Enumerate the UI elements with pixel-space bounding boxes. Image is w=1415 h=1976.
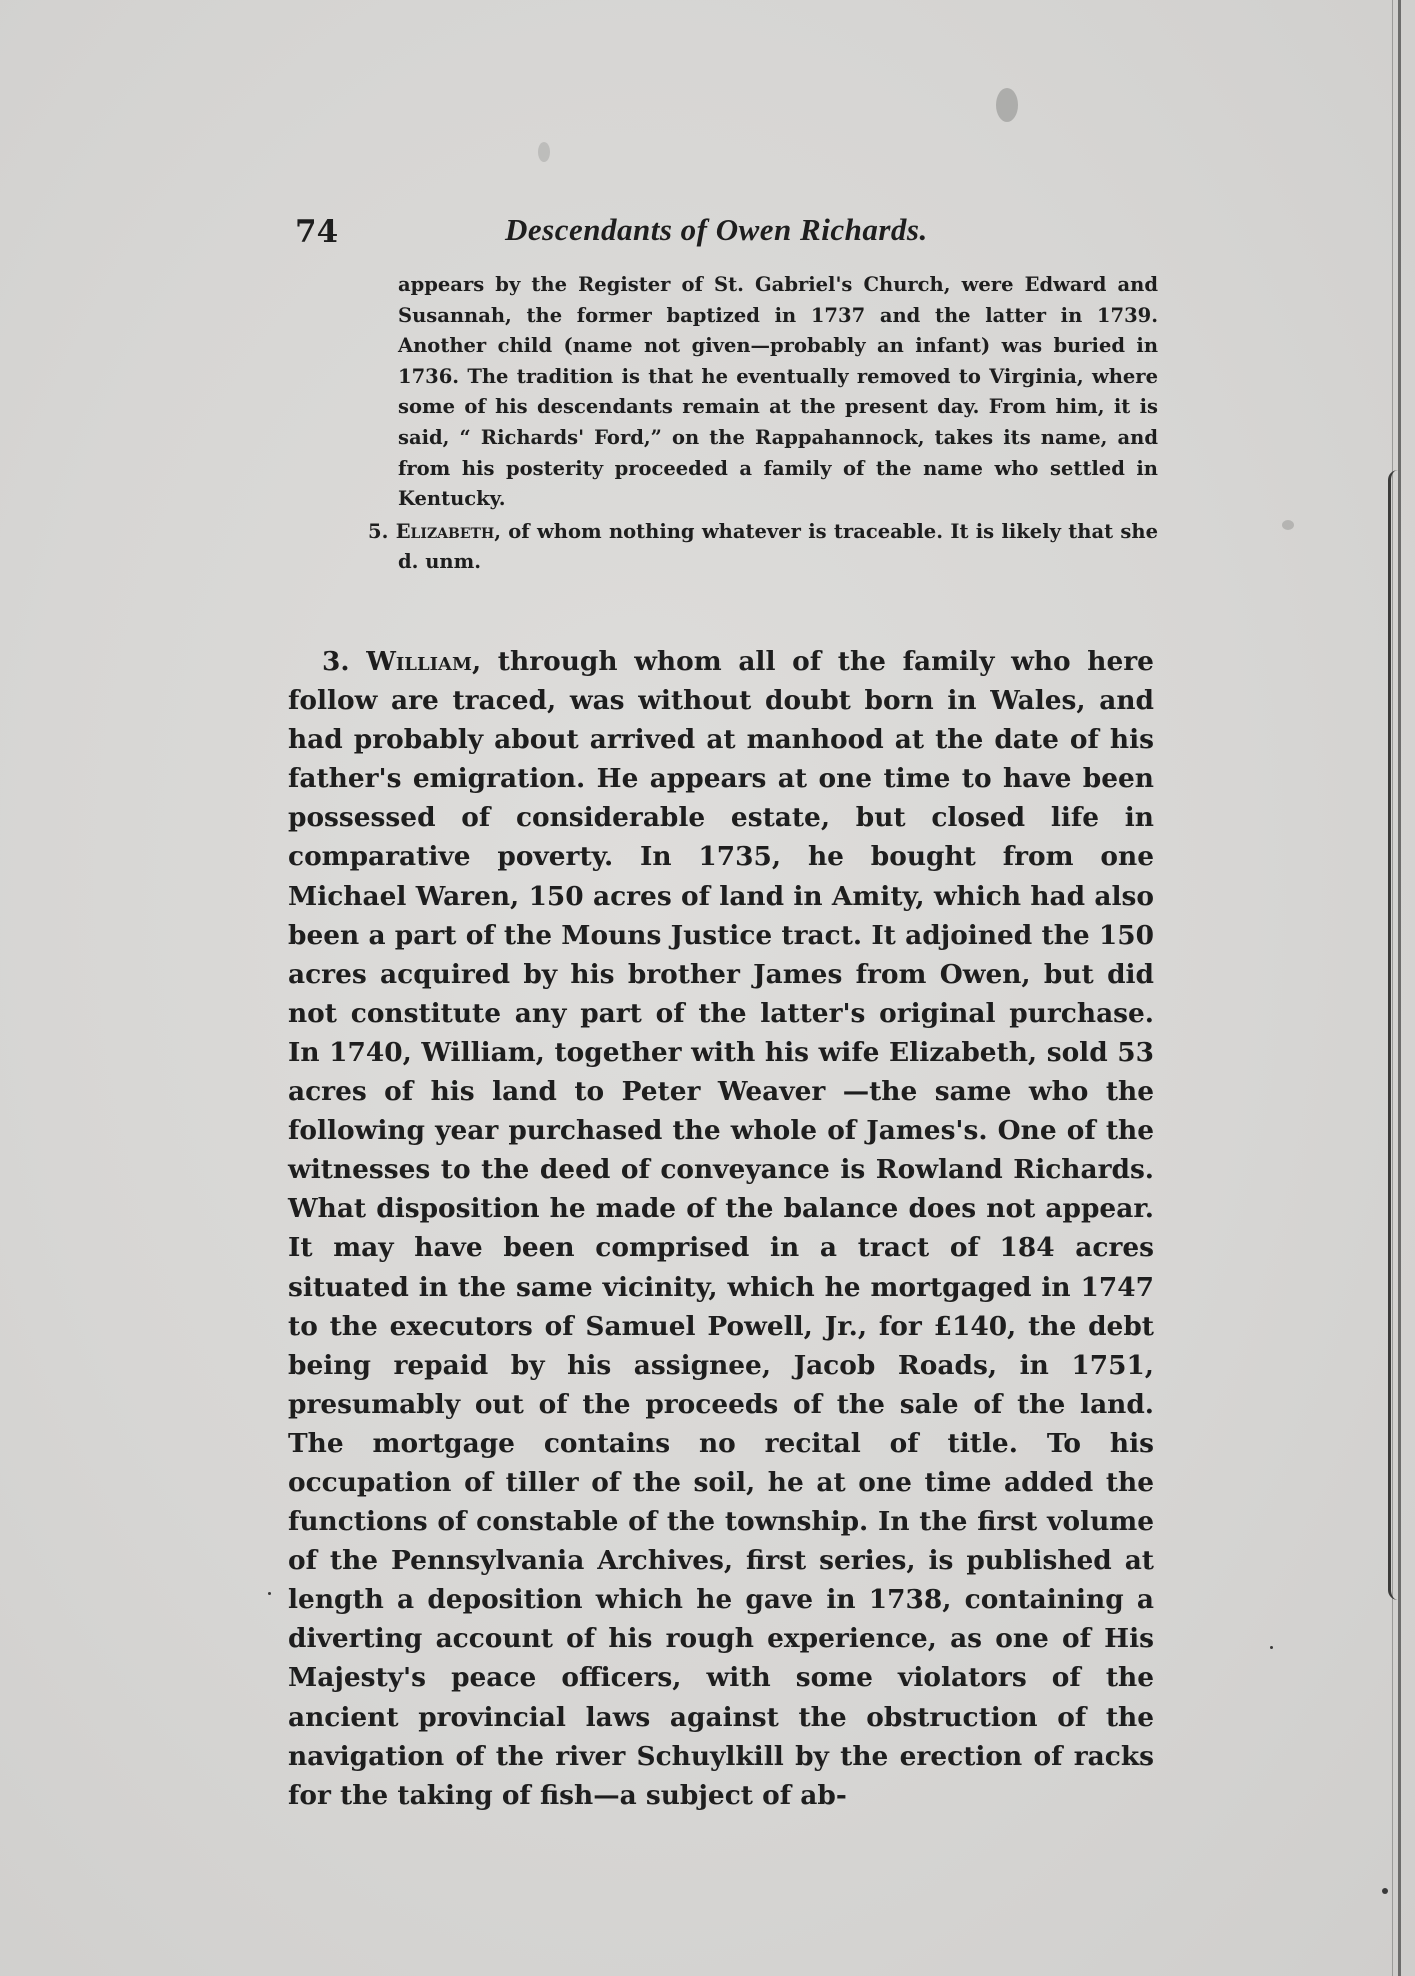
entry-number: 3.: [322, 646, 350, 677]
notes-block: [328, 270, 1158, 578]
binding-bracket: [1388, 470, 1403, 1600]
page-number: 74: [295, 214, 339, 250]
running-header: [295, 210, 1275, 254]
item-text: , of whom nothing whatever is traceable. It is likely that she d. unm.: [398, 519, 1158, 574]
item-name: Elizabeth: [395, 519, 495, 543]
speck: [268, 1592, 271, 1595]
william-paragraph: [288, 642, 1154, 1815]
ink-smudge: [996, 88, 1018, 122]
list-item-elizabeth: [328, 517, 1158, 578]
running-title: Descendants of Owen Richards.: [505, 212, 928, 247]
entry-text: , through whom all of the family who here follow are traced, was without doubt born in Wales, and had probably about arrived at manhood at the date of his father's emigration. He appears at one time to have been possessed of considerable estate, but closed life in comparative poverty. In 1735, he bought from one Michael Waren, 150 acres of land in Amity, which had also been a part of the Mouns Justice tract. It adjoined the 150 acres acquired by his brother James from Owen, but did not constitute any part of the latter's original purchase. In 1740, William, together with his wife Elizabeth, sold 53 acres of his land to Peter Weaver —the same who the following year purchased the whole of James's. One of the witnesses to the deed of conveyance is Rowland Richards. What disposition he made of the balance does not appear. It may have been comprised in a tract of 184 acres situated in the same vicinity, which he mortgaged in 1747 to the executors of Samuel Powell, Jr., for £140, the debt being repaid by his assignee, Jacob Roads, in 1751, presumably out of the proceeds of the sale of the land. The mortgage contains no recital of title. To his occupation of tiller of the soil, he at one time added the functions of constable of the township. In the first volume of the Pennsylvania Archives, first series, is published at length a deposition which he gave in 1738, containing a diverting account of his rough experience, as one of His Majesty's peace officers, with some violators of the ancient provincial laws against the obstruction of the navigation of the river Schuylkill by the erection of racks for the taking of fish—a subject of ab-: [288, 646, 1154, 1811]
continuation-paragraph: appears by the Register of St. Gabriel's Church, were Edward and Susannah, the former baptized in 1737 and the latter in 1739. Another child (name not given—probably an infant) was buried in 1736. The tradition is that he eventually removed to Virginia, where some of his descendants remain at the present day. From him, it is said, “ Richards' Ford,” on the Rappahannock, takes its name, and from his posterity proceeded a family of the name who settled in Kentucky.: [398, 273, 1158, 511]
ink-smudge: [1282, 520, 1294, 530]
ink-smudge: [538, 142, 550, 162]
item-number: 5.: [368, 519, 389, 543]
main-body: [288, 642, 1154, 1815]
entry-name: William: [366, 646, 472, 677]
speck: [1382, 1888, 1388, 1894]
speck: [1270, 1646, 1273, 1649]
